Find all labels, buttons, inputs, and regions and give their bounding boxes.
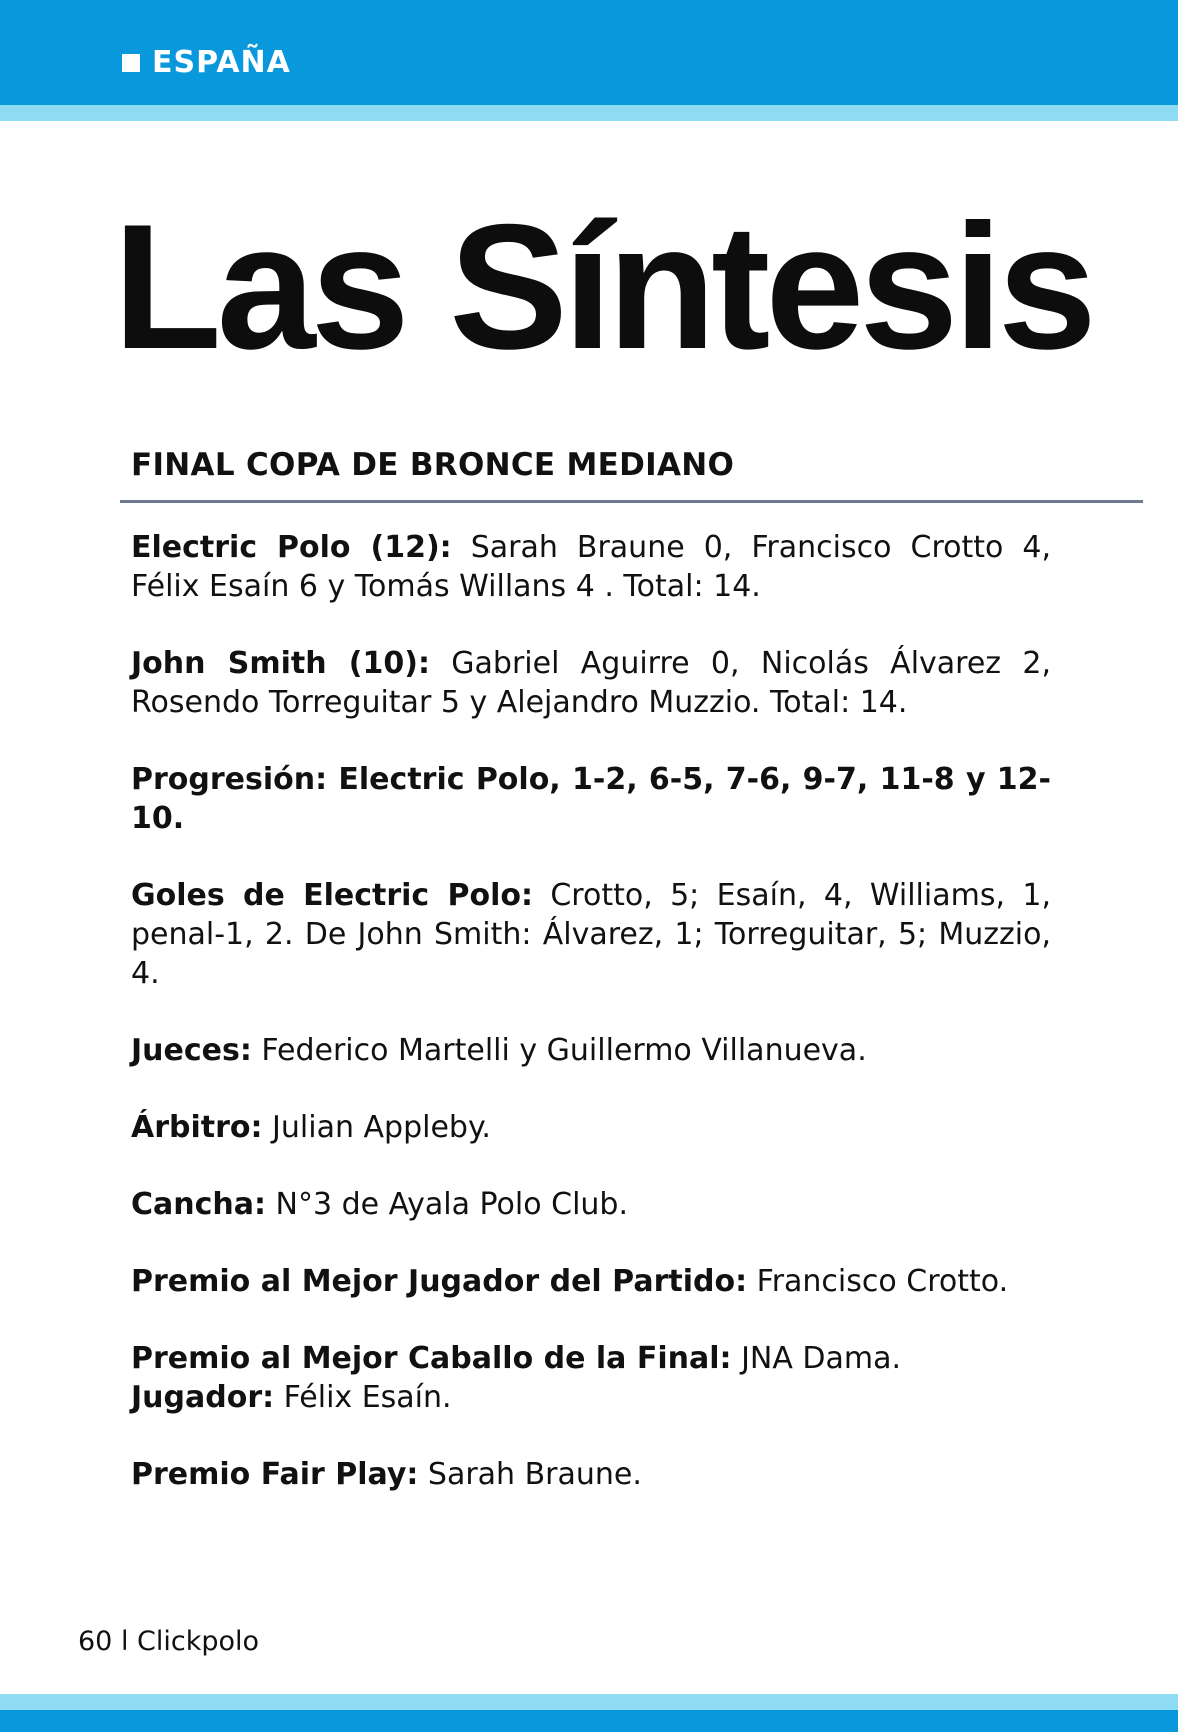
referee: [131, 1108, 1051, 1147]
footer-stripe: [0, 1694, 1178, 1710]
judges-label: Jueces:: [131, 1033, 252, 1068]
match-heading: FINAL COPA DE BRONCE MEDIANO: [131, 447, 735, 483]
award-text: Francisco Crotto.: [747, 1264, 1009, 1299]
team-label: Electric Polo (12):: [131, 530, 452, 565]
referee-text: Julian Appleby.: [262, 1110, 491, 1145]
award-label: Premio Fair Play:: [131, 1457, 419, 1492]
footer-separator: l: [112, 1626, 138, 1657]
award-text: Sarah Braune.: [418, 1457, 642, 1492]
page-number: 60: [78, 1626, 113, 1657]
publication-name: Clickpolo: [137, 1626, 260, 1657]
best-horse-award: [131, 1339, 1051, 1417]
best-horse-player-line: [131, 1378, 1051, 1417]
section-label: ESPAÑA: [152, 45, 291, 80]
footer-band: [0, 1710, 1178, 1732]
best-horse-line: [131, 1339, 1051, 1378]
square-bullet-icon: [122, 54, 140, 72]
team-electric-polo: [131, 528, 1051, 606]
player-text: Félix Esaín.: [274, 1380, 452, 1415]
team-john-smith: [131, 644, 1051, 722]
page-footer: [78, 1628, 259, 1655]
field-text: N°3 de Ayala Polo Club.: [266, 1187, 628, 1222]
page-title: Las Síntesis: [113, 187, 1092, 386]
progression-text: Progresión: Electric Polo, 1-2, 6-5, 7-6, 9-7, 11-8 y 12-10.: [131, 762, 1051, 836]
goals-text: Crotto, 5; Esaín, 4, Williams, 1, penal-1, 2. De John Smith: Álvarez, 1; Torreguitar, 5; Muzzio, 4.: [131, 878, 1051, 991]
team-players: Sarah Braune 0, Francisco Crotto 4, Félix Esaín 6 y Tomás Willans 4 .: [131, 530, 1052, 604]
best-player-award: [131, 1262, 1051, 1301]
field: [131, 1185, 1051, 1224]
referee-label: Árbitro:: [131, 1110, 263, 1145]
goals: [131, 876, 1051, 993]
judges-text: Federico Martelli y Guillermo Villanueva.: [251, 1033, 867, 1068]
header-stripe: [0, 105, 1178, 121]
progression: [131, 760, 1051, 838]
fair-play-award: [131, 1455, 1051, 1494]
award-label: Premio al Mejor Caballo de la Final:: [131, 1341, 732, 1376]
team-label: John Smith (10):: [131, 646, 430, 681]
section-tag: [122, 45, 291, 80]
heading-divider: [120, 500, 1143, 503]
award-text: JNA Dama.: [731, 1341, 902, 1376]
match-summary: [131, 528, 1051, 1532]
team-players: Gabriel Aguirre 0, Nicolás Álvarez 2, Rosendo Torreguitar 5 y Alejandro Muzzio.: [131, 646, 1051, 720]
player-label: Jugador:: [131, 1380, 275, 1415]
team-total: Total: 14.: [623, 569, 761, 604]
goals-label: Goles de Electric Polo:: [131, 878, 533, 913]
award-label: Premio al Mejor Jugador del Partido:: [131, 1264, 748, 1299]
judges: [131, 1031, 1051, 1070]
field-label: Cancha:: [131, 1187, 266, 1222]
team-total: Total: 14.: [770, 685, 908, 720]
